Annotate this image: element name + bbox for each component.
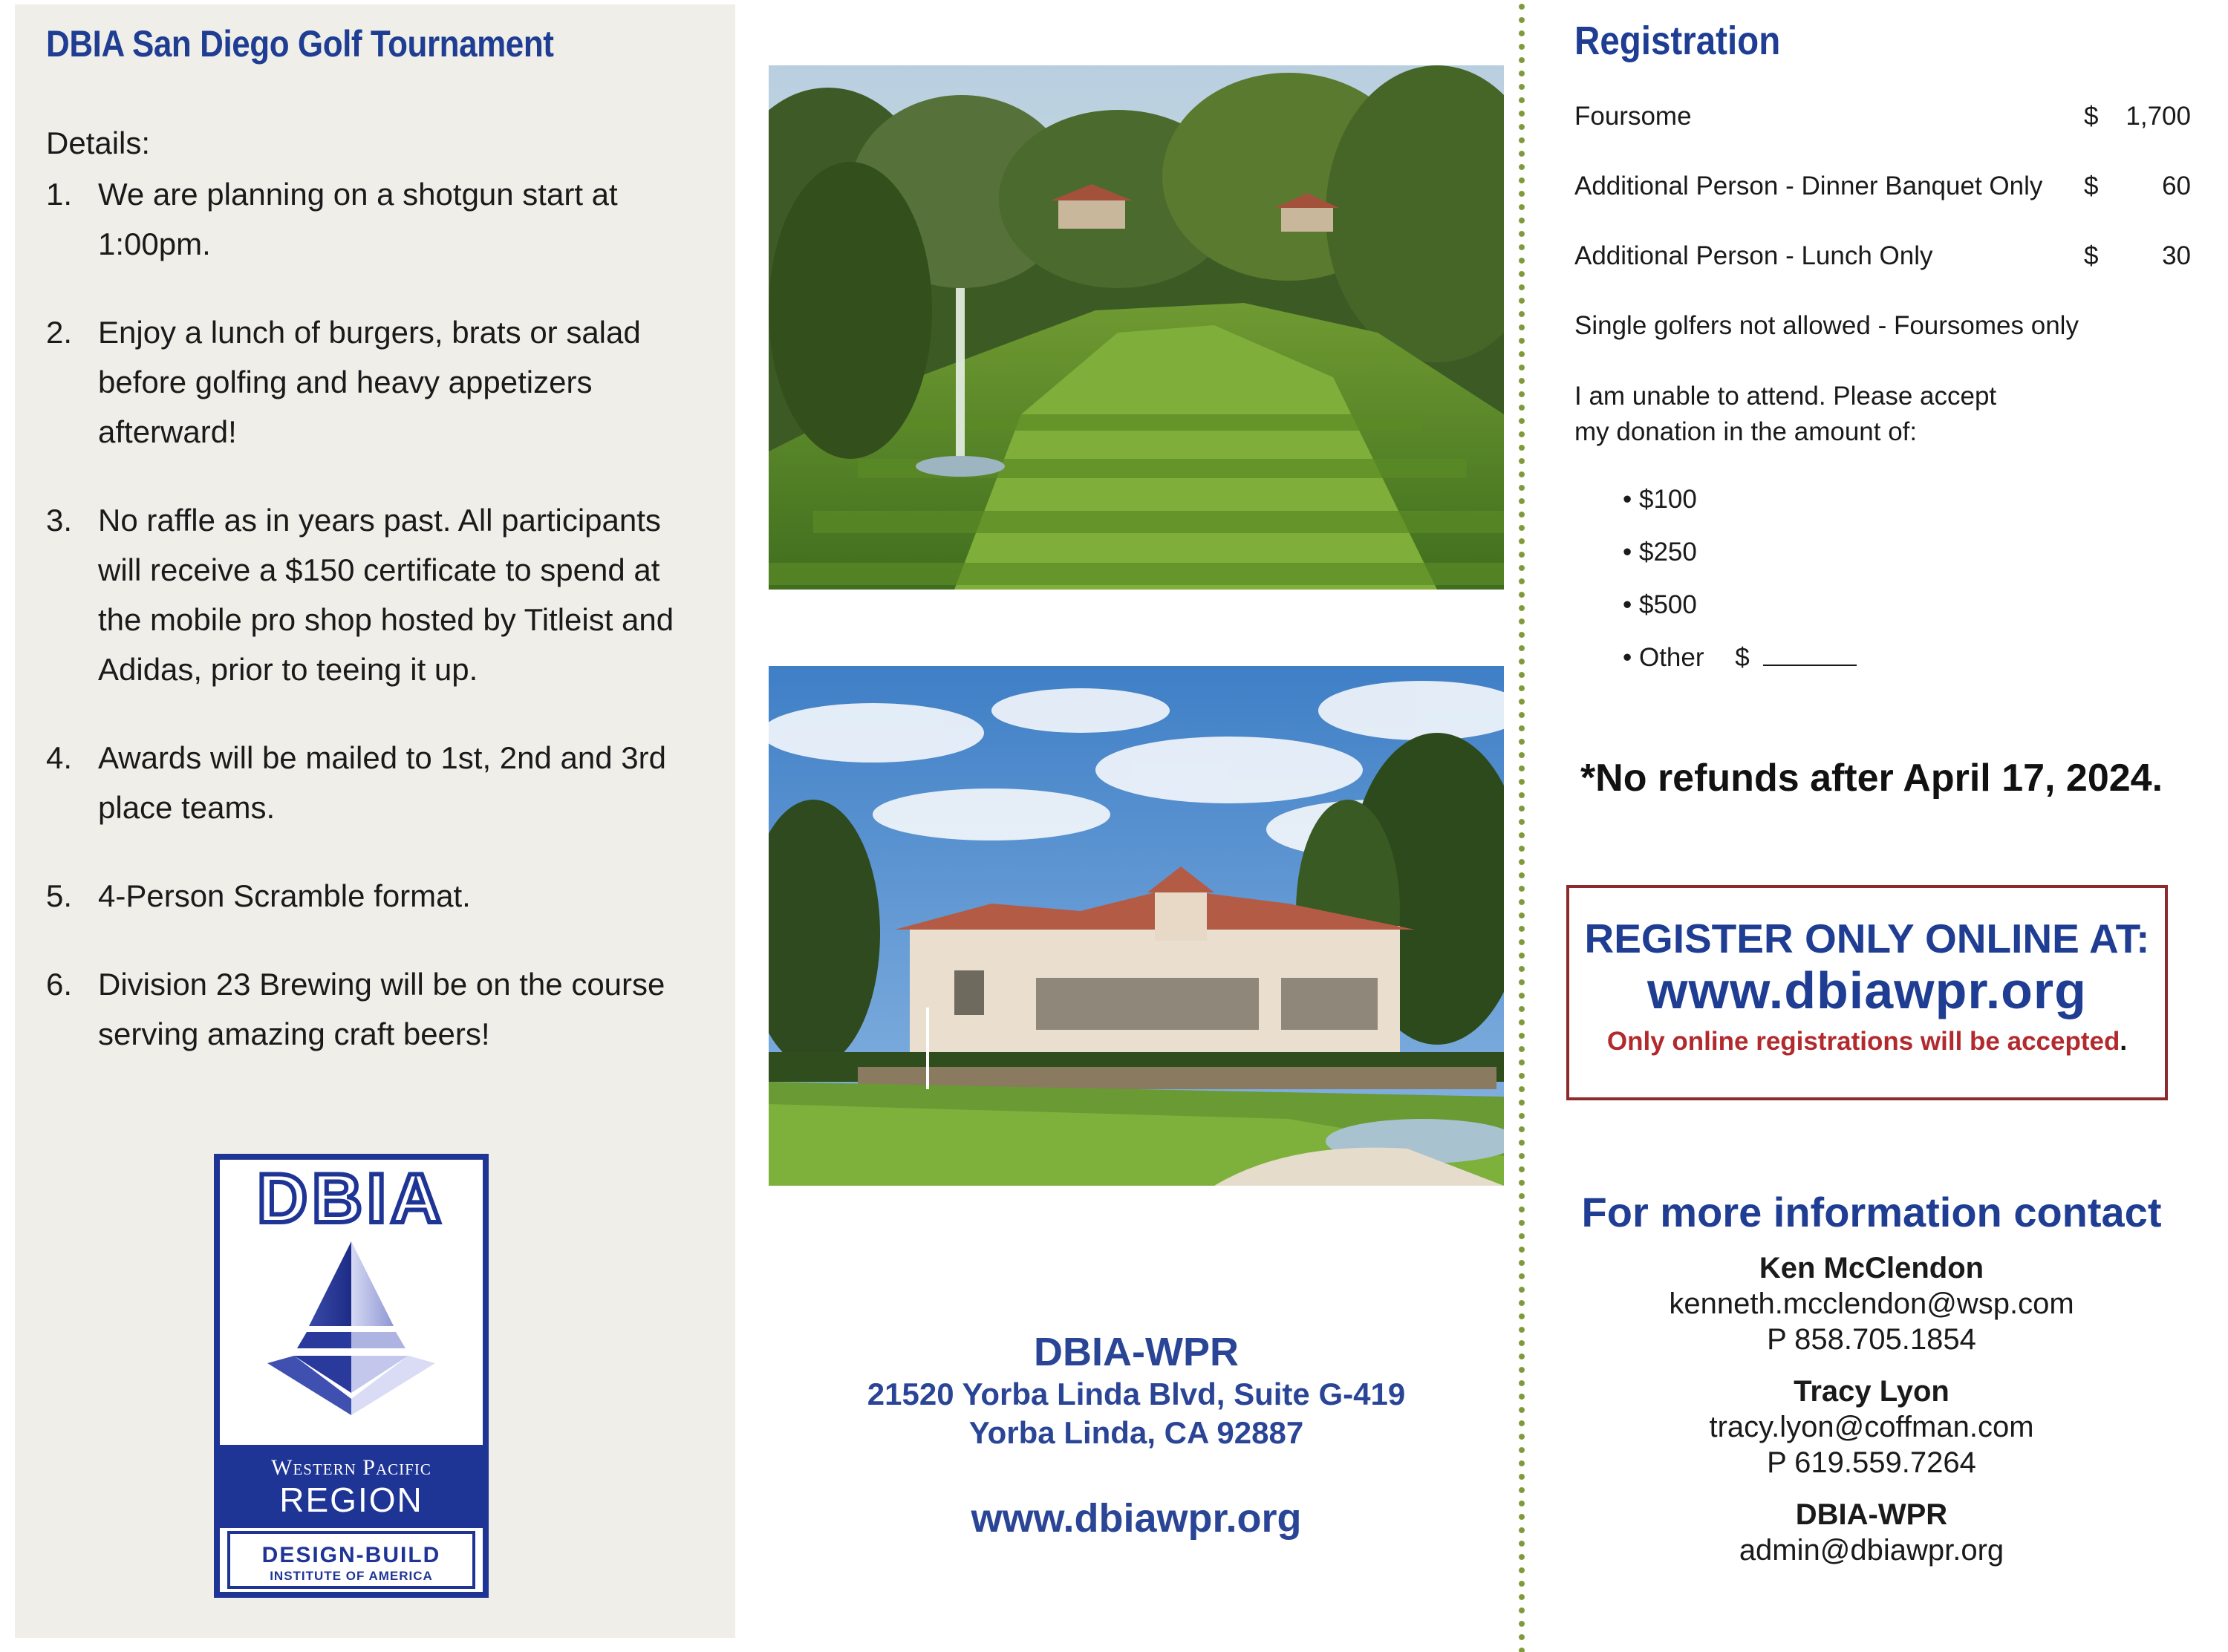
detail-line: Division 23 Brewing will be on the course — [98, 967, 665, 1002]
details-label: Details: — [46, 125, 151, 160]
online-note-period: . — [2120, 1027, 2128, 1056]
details-list — [46, 169, 729, 1059]
detail-number: 1. — [46, 177, 73, 212]
contact-name: Tracy Lyon — [1794, 1375, 1950, 1408]
fee-currency: $ — [2084, 172, 2099, 200]
logo-region-line1: Western Pacific — [271, 1455, 431, 1480]
org-address-line1: 21520 Yorba Linda Blvd, Suite G-419 — [867, 1377, 1406, 1411]
org-address-line2: Yorba Linda, CA 92887 — [968, 1415, 1304, 1450]
donation-option: • $250 — [1623, 538, 1697, 567]
logo-top-text: DBIA — [257, 1159, 446, 1237]
fee-label: Additional Person - Lunch Only — [1574, 241, 1933, 270]
contact-card — [1530, 1250, 2213, 1357]
registration-title: Registration — [1574, 19, 1781, 63]
detail-line: 1:00pm. — [98, 226, 211, 261]
contact-name: Ken McClendon — [1759, 1252, 1984, 1284]
donation-amount-blank — [1763, 665, 1857, 666]
online-heading: REGISTER ONLY ONLINE AT: — [1584, 915, 2150, 962]
detail-number: 6. — [46, 967, 73, 1002]
detail-number: 2. — [46, 315, 73, 350]
dbia-wpr-logo — [214, 1154, 489, 1598]
detail-item — [46, 871, 729, 921]
fee-row-dinner — [1574, 168, 2191, 205]
logo-tag-line2: INSTITUTE OF AMERICA — [270, 1569, 433, 1583]
refund-note: *No refunds after April 17, 2024. — [1580, 757, 2163, 800]
donation-option-other — [1623, 639, 1857, 692]
detail-item — [46, 959, 729, 1059]
fee-amount: 30 — [2162, 241, 2191, 270]
online-registration-link[interactable]: www.dbiawpr.org — [1647, 962, 2087, 1019]
detail-number: 5. — [46, 878, 73, 913]
fee-row-foursome — [1574, 98, 2191, 135]
contact-heading: For more information contact — [1581, 1189, 2162, 1235]
detail-line: before golfing and heavy appetizers — [98, 365, 593, 399]
contact-phone: P 619.559.7264 — [1767, 1446, 1976, 1479]
detail-line: serving amazing craft beers! — [98, 1016, 490, 1051]
fee-label: Foursome — [1574, 102, 1692, 131]
donation-text-line1: I am unable to attend. Please accept — [1574, 382, 1997, 411]
donation-text-line2: my donation in the amount of: — [1574, 417, 1918, 446]
detail-line: Enjoy a lunch of burgers, brats or salad — [98, 315, 641, 350]
detail-item — [46, 169, 729, 269]
detail-line: Awards will be mailed to 1st, 2nd and 3rd — [98, 740, 666, 775]
detail-line: the mobile pro shop hosted by Titleist and — [98, 602, 674, 637]
donation-other-label: • Other — [1623, 643, 1704, 672]
clubhouse-photo — [769, 666, 1504, 1186]
donation-option: • $100 — [1623, 485, 1697, 514]
fee-currency: $ — [2084, 241, 2099, 270]
details-panel — [15, 4, 735, 1638]
detail-item — [46, 495, 729, 694]
contact-phone: P 858.705.1854 — [1767, 1323, 1976, 1356]
detail-line: will receive a $150 certificate to spend at — [98, 552, 660, 587]
contact-card — [1530, 1497, 2213, 1568]
detail-number: 3. — [46, 503, 73, 538]
donation-option: • $500 — [1623, 590, 1697, 619]
org-name: DBIA-WPR — [1034, 1330, 1239, 1374]
detail-number: 4. — [46, 740, 73, 775]
dotted-divider — [1517, 0, 1526, 1652]
single-golfer-note: Single golfers not allowed - Foursomes only — [1574, 311, 2079, 340]
logo-tag-line1: DESIGN-BUILD — [261, 1543, 441, 1567]
logo-region-line2: REGION — [279, 1480, 423, 1519]
contact-email[interactable]: kenneth.mcclendon@wsp.com — [1669, 1287, 2074, 1320]
fee-amount: 60 — [2162, 172, 2191, 200]
golf-course-fairway-photo — [769, 65, 1504, 590]
event-title: DBIA San Diego Golf Tournament — [46, 23, 554, 65]
detail-item — [46, 733, 729, 832]
detail-line: afterward! — [98, 414, 237, 449]
detail-item — [46, 307, 729, 457]
donation-other-currency: $ — [1735, 643, 1750, 672]
fee-label: Additional Person - Dinner Banquet Only — [1574, 172, 2043, 200]
online-note-text: Only online registrations will be accepted — [1606, 1027, 2120, 1056]
detail-line: Adidas, prior to teeing it up. — [98, 652, 478, 687]
fee-row-lunch — [1574, 238, 2191, 275]
detail-line: We are planning on a shotgun start at — [98, 177, 618, 212]
online-registration-box — [1566, 885, 2168, 1100]
detail-line: No raffle as in years past. All participants — [98, 503, 661, 538]
online-note — [1569, 1020, 2165, 1063]
detail-line: place teams. — [98, 790, 276, 825]
contact-card — [1530, 1374, 2213, 1480]
contact-email[interactable]: admin@dbiawpr.org — [1739, 1534, 2004, 1567]
contact-email[interactable]: tracy.lyon@coffman.com — [1709, 1411, 2034, 1443]
fee-currency: $ — [2084, 102, 2099, 131]
fee-amount: 1,700 — [2126, 102, 2191, 131]
contact-name: DBIA-WPR — [1795, 1498, 1948, 1531]
donation-options — [1623, 481, 1857, 692]
org-website-link[interactable]: www.dbiawpr.org — [971, 1496, 1302, 1541]
organization-block — [769, 1329, 1504, 1541]
detail-line: 4-Person Scramble format. — [98, 878, 471, 913]
